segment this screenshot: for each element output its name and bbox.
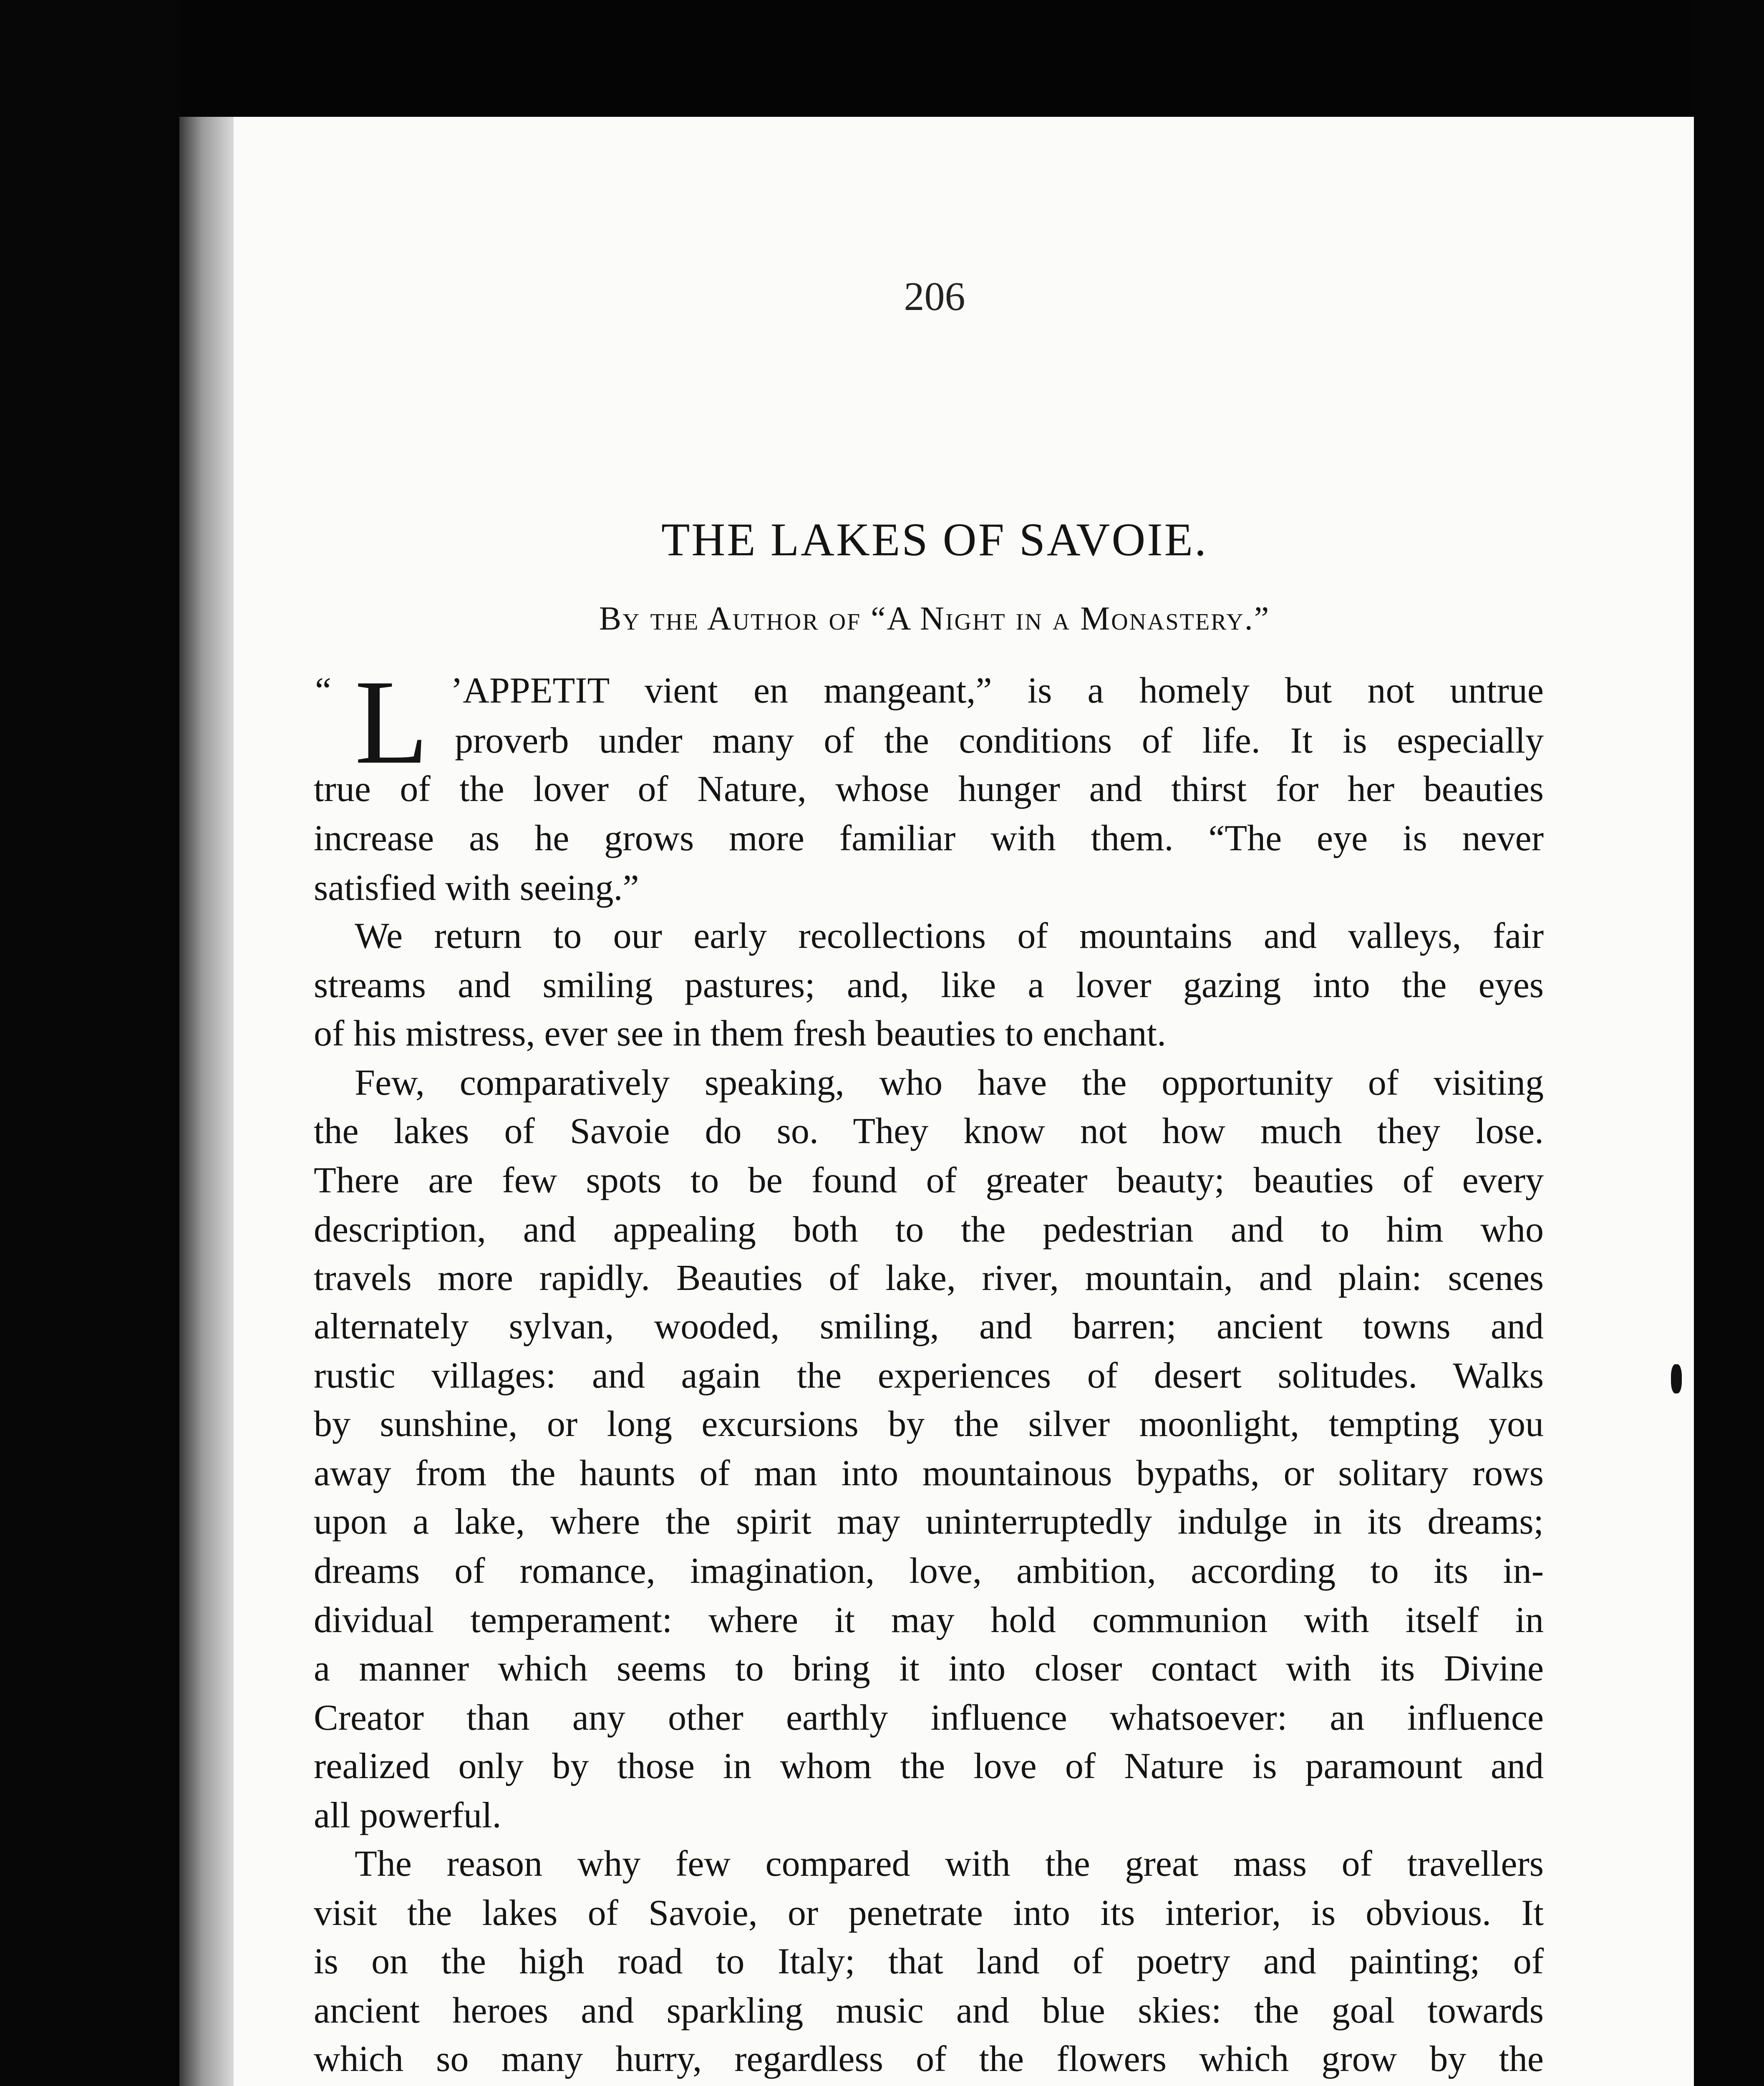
text-line: satisfied with seeing.” (314, 868, 639, 908)
scan-border-right (1694, 0, 1764, 2086)
text-line: rustic villages: and again the experiences of desert solitudes. Walks (314, 1355, 1544, 1396)
text-line: travels more rapidly. Beauties of lake, river, mountain, and plain: scenes (314, 1258, 1544, 1298)
text-line: away from the haunts of man into mountainous bypaths, or solitary rows (314, 1453, 1544, 1494)
drop-cap: L (355, 655, 429, 789)
byline: By the Author of “A Night in a Monastery.” (599, 600, 1270, 637)
text-line: ancient heroes and sparkling music and blue skies: the goal towards (314, 1990, 1544, 2031)
scan-border-top (0, 0, 1764, 117)
text-line: alternately sylvan, wooded, smiling, and barren; ancient towns and (314, 1306, 1544, 1347)
scan-border-left (0, 0, 179, 2086)
page-edge-mark (1671, 1364, 1682, 1393)
text-line: dividual temperament: where it may hold communion with itself in (314, 1600, 1544, 1640)
text-line: all powerful. (314, 1795, 501, 1836)
text-line: Creator than any other earthly influence whatsoever: an influence (314, 1698, 1544, 1738)
text-line: ’APPETIT vient en mangeant,” is a homely but not untrue (451, 670, 1544, 711)
text-line: increase as he grows more familiar with them. “The eye is never (314, 818, 1544, 859)
text-line: “ (315, 670, 332, 711)
text-line: true of the lover of Nature, whose hunger and thirst for her beauties (314, 769, 1544, 809)
text-line: visit the lakes of Savoie, or penetrate into its interior, is obvious. It (314, 1893, 1544, 1933)
article-title: THE LAKES OF SAVOIE. (661, 514, 1208, 566)
text-line: which so many hurry, regardless of the flowers which grow by the (314, 2039, 1544, 2079)
text-line: dreams of romance, imagination, love, ambition, according to its in- (314, 1551, 1544, 1591)
text-line: There are few spots to be found of greater beauty; beauties of every (314, 1160, 1544, 1201)
page-number: 206 (904, 274, 965, 319)
text-line: realized only by those in whom the love of Nature is paramount and (314, 1746, 1544, 1786)
text-line: is on the high road to Italy; that land of poetry and painting; of (314, 1941, 1544, 1982)
text-line: proverb under many of the conditions of life. It is especially (455, 721, 1544, 761)
text-line: We return to our early recollections of mountains and valleys, fair (355, 916, 1544, 956)
text-line: of his mistress, ever see in them fresh beauties to enchant. (314, 1013, 1166, 1054)
text-line: streams and smiling pastures; and, like a lover gazing into the eyes (314, 965, 1544, 1005)
text-line: The reason why few compared with the great mass of travellers (355, 1844, 1544, 1884)
text-line: Few, comparatively speaking, who have the opportunity of visiting (355, 1063, 1544, 1103)
text-line: upon a lake, where the spirit may uninterruptedly indulge in its dreams; (314, 1502, 1544, 1542)
text-line: the lakes of Savoie do so. They know not how much they lose. (314, 1111, 1544, 1151)
text-line: by sunshine, or long excursions by the silver moonlight, tempting you (314, 1404, 1544, 1444)
text-line: description, and appealing both to the pedestrian and to him who (314, 1209, 1544, 1250)
text-line: a manner which seems to bring it into closer contact with its Divine (314, 1648, 1544, 1689)
